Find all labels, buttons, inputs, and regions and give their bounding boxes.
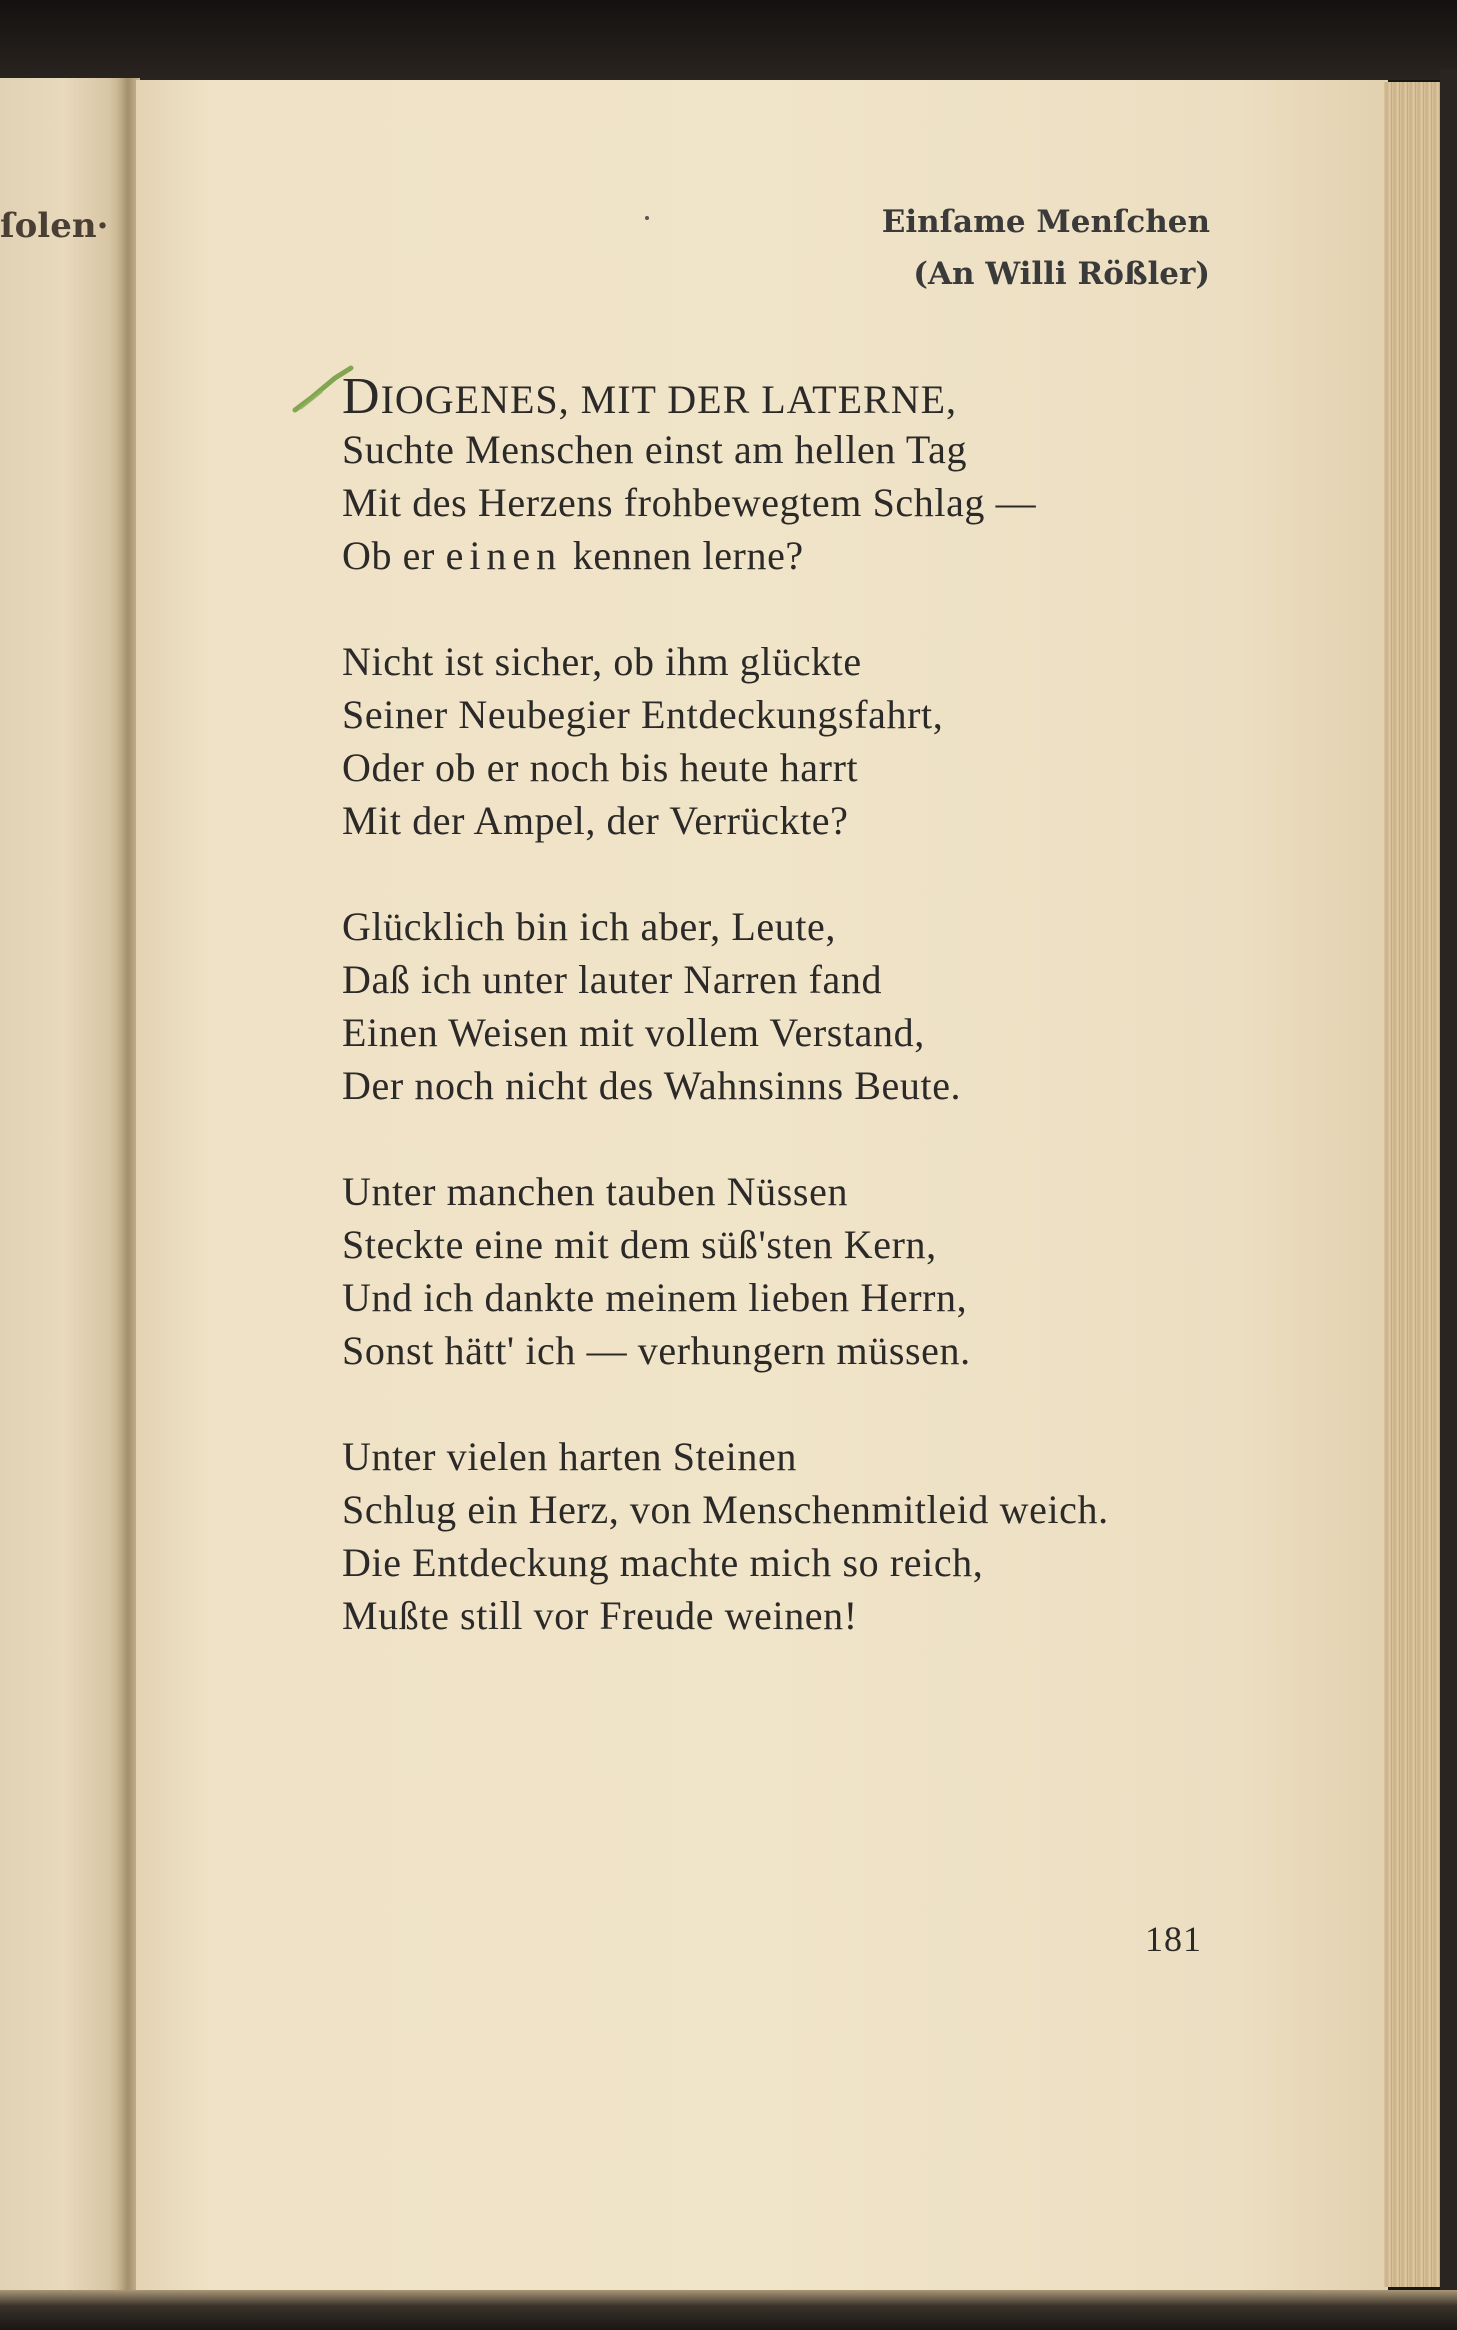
stanza-4 <box>342 1165 1382 1377</box>
page-edges <box>1384 82 1443 2287</box>
spaced-emphasis: einen <box>445 533 563 578</box>
line-text: kennen lerne? <box>562 533 804 578</box>
poem-line: Der noch nicht des Wahnsinns Beute. <box>342 1063 962 1108</box>
header-dedication: (An Willi Rößler) <box>913 256 1210 292</box>
poem-line: Daß ich unter lauter Narren fand <box>342 957 883 1002</box>
drop-initial: D <box>342 368 381 425</box>
top-shadow <box>0 0 1457 80</box>
poem-line: Schlug ein Herz, von Menschenmitleid weich. <box>342 1487 1109 1532</box>
poem-line: Die Entdeckung machte mich so reich, <box>342 1540 984 1585</box>
stanza-5 <box>342 1430 1382 1642</box>
left-page <box>0 78 128 2293</box>
stanza-2 <box>342 635 1382 847</box>
poem-line: Mit des Herzens frohbewegtem Schlag — <box>342 480 1037 525</box>
poem-line: Glücklich bin ich aber, Leute, <box>342 904 836 949</box>
stanza-3 <box>342 900 1382 1112</box>
page-number: 181 <box>1145 1919 1202 1959</box>
poem-line <box>342 370 1382 423</box>
ink-speck <box>645 216 649 220</box>
right-shadow <box>1440 70 1457 2310</box>
poem-line: Suchte Menschen einst am hellen Tag <box>342 427 968 472</box>
poem-line: Einen Weisen mit vollem Verstand, <box>342 1010 925 1055</box>
left-page-fragment: ſolen· <box>0 206 109 246</box>
poem-line: Unter vielen harten Steinen <box>342 1434 797 1479</box>
poem <box>342 370 1382 1695</box>
poem-line: Oder ob er noch bis heute harrt <box>342 745 859 790</box>
poem-line: Unter manchen tauben Nüssen <box>342 1169 849 1214</box>
stanza-1 <box>342 370 1382 582</box>
poem-line: Steckte eine mit dem süß'sten Kern, <box>342 1222 937 1267</box>
poem-line: Mußte still vor Freude weinen! <box>342 1593 858 1638</box>
poem-line <box>342 529 1382 582</box>
header-title: Einſame Menſchen <box>881 204 1210 240</box>
poem-line: Mit der Ampel, der Verrückte? <box>342 798 849 843</box>
poem-line: Und ich dankte meinem lieben Herrn, <box>342 1275 968 1320</box>
running-header <box>882 196 1210 300</box>
bottom-edge <box>0 2290 1457 2330</box>
line-text: Ob er <box>342 533 446 578</box>
first-line-smallcaps: IOGENES, MIT DER LATERNE, <box>380 377 958 422</box>
poem-line: Nicht ist sicher, ob ihm glückte <box>342 639 862 684</box>
poem-line: Sonst hätt' ich — verhungern müssen. <box>342 1328 971 1373</box>
poem-line: Seiner Neubegier Entdeckungsfahrt, <box>342 692 944 737</box>
